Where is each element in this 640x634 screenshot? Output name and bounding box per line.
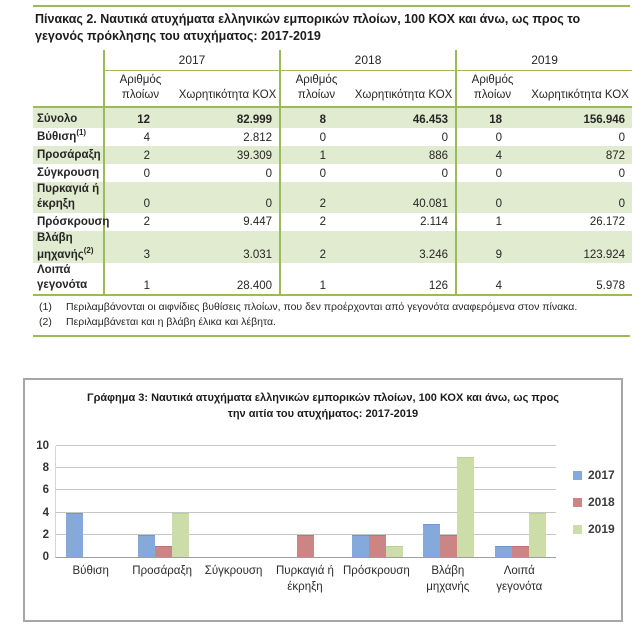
year-header-2019: 2019 — [456, 50, 632, 71]
cell-tonnage: 126 — [428, 279, 449, 292]
cell-ships: 0 — [104, 182, 176, 213]
cell-ships: 2 — [280, 213, 352, 231]
footnote-2 — [39, 315, 630, 329]
table-body — [33, 107, 632, 295]
x-axis-category-label: Βύθιση — [72, 565, 109, 577]
bar-group — [127, 446, 198, 557]
cell-tonnage: 28.400 — [236, 279, 273, 292]
cell-ships: 18 — [456, 107, 528, 128]
bar-2018 — [297, 535, 314, 557]
footnote-marker: (1) — [39, 301, 52, 314]
year-header-row — [33, 50, 632, 71]
footnote-ref: (1) — [76, 128, 87, 138]
legend-label: 2018 — [588, 495, 615, 509]
cell-ships: 2 — [104, 213, 176, 231]
bar-2017 — [352, 535, 369, 557]
subheader-ships-2019: Αριθμός πλοίων — [456, 71, 528, 107]
y-axis-tick-label: 8 — [42, 462, 49, 475]
cell-ships: 2 — [280, 231, 352, 264]
cell-ships: 1 — [456, 213, 528, 231]
footnote-ref: (2) — [83, 245, 94, 255]
x-axis-category-label: Λοιπά γεγονότα — [496, 565, 543, 593]
cell-tonnage: 39.309 — [236, 149, 273, 162]
cell-tonnage: 5.978 — [596, 279, 626, 292]
cell-ships: 0 — [456, 128, 528, 146]
footnote-text: Περιλαμβάνονται οι αιφνίδιες βυθίσεις πλοίων, που δεν προέρχονται από γεγονότα αναφερόμενα στον πίνακα. — [66, 301, 578, 314]
legend-item — [573, 495, 615, 509]
cell-tonnage: 0 — [618, 198, 626, 211]
corner-cell — [33, 50, 104, 107]
bar-group — [56, 446, 127, 557]
cell-tonnage: 872 — [605, 149, 626, 162]
y-axis-tick-label: 0 — [42, 551, 49, 563]
bar-group — [413, 446, 484, 557]
table-title: Πίνακας 2. Ναυτικά ατυχήματα ελληνικών εμπορικών πλοίων, 100 ΚΟΧ και άνω, ως προς το γεγονός πρόκλησης του ατυχήματος: 2017-2019 — [35, 12, 581, 43]
bar-2017 — [138, 535, 155, 557]
cell-tonnage: 26.172 — [589, 216, 626, 229]
table-row — [33, 213, 632, 231]
chart-legend — [573, 468, 615, 536]
cell-ships: 1 — [280, 146, 352, 164]
bar-2018 — [155, 546, 172, 557]
accidents-table — [33, 50, 632, 296]
legend-swatch-icon — [573, 471, 582, 480]
table-row — [33, 128, 632, 146]
chart-title: Γράφημα 3: Ναυτικά ατυχήματα ελληνικών εμπορικών πλοίων, 100 ΚΟΧ και άνω, ως προς την αιτία του ατυχήματος: 2017-2019 — [86, 392, 560, 420]
year-header-2017: 2017 — [104, 50, 280, 71]
legend-item — [573, 468, 615, 482]
legend-label: 2017 — [588, 468, 615, 482]
x-axis-category-label: Προσάραξη — [132, 565, 192, 577]
cell-ships: 0 — [456, 164, 528, 182]
cell-ships: 4 — [104, 128, 176, 146]
cell-ships: 4 — [456, 263, 528, 295]
cell-tonnage: 9.447 — [243, 216, 273, 229]
cell-ships: 2 — [104, 146, 176, 164]
cell-ships: 4 — [456, 146, 528, 164]
subheader-ships-2018: Αριθμός πλοίων — [280, 71, 352, 107]
table-row — [33, 146, 632, 164]
table-row-total — [33, 107, 632, 128]
y-axis-tick-label: 4 — [42, 506, 49, 519]
y-axis-tick-label: 6 — [42, 484, 49, 497]
cell-ships: 8 — [280, 107, 352, 128]
row-label: Βύθιση$^{(1)}$ — [37, 128, 87, 143]
row-label: Πυρκαγιά ή έκρηξη — [37, 182, 100, 210]
legend-item — [573, 522, 615, 536]
cell-tonnage: 3.031 — [243, 249, 273, 262]
bar-2017 — [423, 524, 440, 557]
legend-swatch-icon — [573, 498, 582, 507]
footnotes — [33, 296, 630, 334]
cell-tonnage: 0 — [618, 131, 626, 144]
bar-2019 — [386, 546, 403, 557]
bar-2017 — [66, 513, 83, 557]
cell-tonnage: 0 — [618, 167, 626, 180]
subheader-tonnage-2018: Χωρητικότητα ΚΟΧ — [352, 71, 456, 107]
plot-area — [36, 440, 556, 563]
x-axis-category-label: Πρόσκρουση — [342, 565, 410, 577]
table-row — [33, 182, 632, 213]
row-label: Προσάραξη — [37, 148, 101, 161]
x-axis-category-label: Βλάβη μηχανής — [426, 565, 470, 593]
table-section — [33, 5, 630, 337]
x-axis-category-label: Πυρκαγιά ή έκρηξη — [276, 565, 334, 593]
y-axis-tick-label: 2 — [42, 528, 49, 541]
cell-ships: 0 — [280, 128, 352, 146]
bar-2018 — [369, 535, 386, 557]
row-label: Βλάβη μηχανής$^{(2)}$ — [37, 231, 94, 261]
row-label: Πρόσκρουση — [37, 215, 110, 228]
cell-ships: 0 — [456, 182, 528, 213]
legend-label: 2019 — [588, 522, 615, 536]
table-row — [33, 231, 632, 264]
chart-section — [23, 378, 623, 622]
subheader-row — [33, 71, 632, 107]
bar-2017 — [495, 546, 512, 557]
bar-group — [342, 446, 413, 557]
cell-tonnage: 0 — [441, 131, 449, 144]
bar-group — [199, 446, 270, 557]
bar-2019 — [172, 513, 189, 557]
cell-tonnage: 123.924 — [583, 249, 626, 262]
cell-ships: 12 — [104, 107, 176, 128]
subheader-tonnage-2019: Χωρητικότητα ΚΟΧ — [528, 71, 632, 107]
bar-2019 — [457, 457, 474, 557]
cell-tonnage: 40.081 — [412, 198, 449, 211]
cell-ships: 2 — [280, 182, 352, 213]
bar-2019 — [529, 513, 546, 557]
x-axis-labels — [55, 564, 555, 595]
cell-ships: 0 — [104, 164, 176, 182]
row-label: Λοιπά γεγονότα — [37, 264, 88, 292]
cell-ships: 1 — [104, 263, 176, 295]
cell-tonnage: 0 — [265, 198, 273, 211]
cell-ships: 0 — [280, 164, 352, 182]
bar-group — [270, 446, 341, 557]
table-row — [33, 263, 632, 295]
table-row — [33, 164, 632, 182]
bar-2018 — [440, 535, 457, 557]
cell-tonnage: 3.246 — [419, 249, 449, 262]
cell-tonnage: 0 — [441, 167, 449, 180]
cell-tonnage: 2.114 — [420, 216, 449, 229]
bars-layer — [56, 446, 556, 557]
cell-tonnage: 46.453 — [412, 113, 449, 126]
y-axis-tick-label: 10 — [36, 440, 49, 452]
footnote-marker: (2) — [39, 315, 52, 328]
footnote-text: Περιλαμβάνεται και η βλάβη έλικα και λέβητα. — [66, 315, 276, 328]
bar-group — [485, 446, 556, 557]
cell-tonnage: 82.999 — [236, 113, 273, 126]
subheader-tonnage-2017: Χωρητικότητα ΚΟΧ — [176, 71, 280, 107]
legend-swatch-icon — [573, 525, 582, 534]
cell-ships: 1 — [280, 263, 352, 295]
cell-tonnage: 2.812 — [243, 131, 273, 144]
cell-tonnage: 0 — [265, 167, 273, 180]
cell-ships: 9 — [456, 231, 528, 264]
bar-2018 — [512, 546, 529, 557]
cell-tonnage: 156.946 — [583, 113, 626, 126]
row-label: Σύνολο — [37, 112, 78, 125]
year-header-2018: 2018 — [280, 50, 456, 71]
cell-tonnage: 886 — [428, 149, 449, 162]
cell-ships: 3 — [104, 231, 176, 264]
row-label: Σύγκρουση — [37, 166, 100, 179]
footnote-1 — [39, 300, 630, 314]
x-axis-category-label: Σύγκρουση — [204, 565, 263, 577]
subheader-ships-2017: Αριθμός πλοίων — [104, 71, 176, 107]
